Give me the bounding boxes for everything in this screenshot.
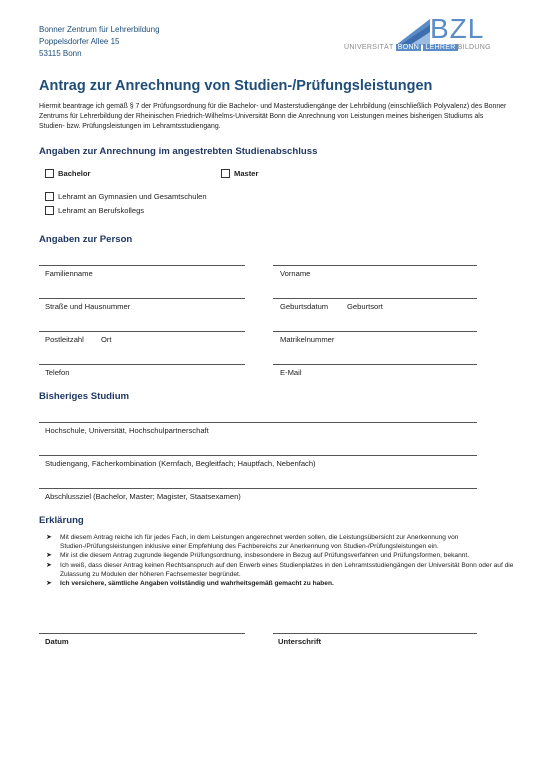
label-email: E-Mail	[280, 368, 302, 377]
label-geburtsdatum: Geburtsdatum	[280, 302, 329, 311]
label-datum: Datum	[45, 637, 69, 646]
label-abschlussziel: Abschlussziel (Bachelor, Master; Magister, Staatsexamen)	[45, 492, 241, 501]
checkbox-master[interactable]	[221, 169, 230, 178]
field-line-unterschrift[interactable]	[273, 633, 477, 634]
declaration-item: ➤ Mir ist die diesem Antrag zugrunde liegende Prüfungsordnung, insbesondere in Bezug auf Prüfungsverfahren und Prüfungsformen, bekannt.	[46, 552, 470, 560]
logo-bonn: BONN	[397, 44, 420, 51]
label-lehramt-berufskollegs: Lehramt an Berufskollegs	[58, 206, 145, 215]
checkbox-lehramt-gymnasien[interactable]	[45, 192, 54, 201]
field-line-plz-ort[interactable]	[39, 331, 245, 332]
field-line-strasse[interactable]	[39, 298, 245, 299]
label-telefon: Telefon	[45, 368, 70, 377]
declaration-item: ➤ Ich versichere, sämtliche Angaben vollständig und wahrheitsgemäß gemacht zu haben.	[46, 580, 334, 588]
label-familienname: Familienname	[45, 269, 93, 278]
field-line-abschlussziel[interactable]	[39, 488, 477, 489]
address-line-2: Poppelsdorfer Allee 15	[39, 37, 120, 46]
label-unterschrift: Unterschrift	[278, 637, 322, 646]
logo-bildung: BILDUNG	[457, 44, 491, 51]
declaration-item: ➤ Ich weiß, dass dieser Antrag keinen Rechtsanspruch auf den Erwerb eines Studienplatzes in den Lehramtsstudiengängen der Universität Bonn oder auf die Zulassung zu Modulen der höheren Fachsemester begründet.	[46, 561, 514, 578]
label-bachelor: Bachelor	[58, 169, 91, 178]
arrow-bullet-icon: ➤	[46, 580, 52, 588]
arrow-bullet-icon: ➤	[46, 561, 52, 569]
label-strasse: Straße und Hausnummer	[45, 302, 131, 311]
heading-degree: Angaben zur Anrechnung im angestrebten Studienabschluss	[39, 146, 318, 157]
page-title: Antrag zur Anrechnung von Studien-/Prüfungsleistungen	[39, 78, 433, 94]
label-vorname: Vorname	[280, 269, 311, 278]
field-line-geburtsdaten[interactable]	[273, 298, 477, 299]
sender-address	[39, 24, 160, 60]
checkbox-bachelor[interactable]	[45, 169, 54, 178]
field-line-telefon[interactable]	[39, 364, 245, 365]
heading-person: Angaben zur Person	[39, 234, 133, 245]
intro-text: Hiermit beantrage ich gemäß § 7 der Prüfungsordnung für die Bachelor- und Masterstudiengänge der Lehrbildung (einschließlich Polyvalenz) des Bonner Zentrums für Lehrerbildung der Rheinischen Friedrich-Wilhelms-Universität Bonn die Anrechnung von Leistungen meines bisherigen Studiums als Studien- bzw. Prüfungsleistungen im Lehramtsstudiengang.	[39, 103, 507, 130]
logo-subtitle	[344, 44, 491, 51]
address-line-1: Bonner Zentrum für Lehrerbildung	[39, 25, 160, 34]
declaration-item: ➤ Mit diesem Antrag reiche ich für jedes Fach, in dem Leistungen angerechnet werden sollen, die Leistungsübersicht zur Anerkennung von Studien-/Prüfungsleistungen inklusive einer Empfehlung des Fachbereichs zur Anerkennung von Studien-/Prüfungsleistungen ein.	[46, 534, 459, 551]
label-studiengang: Studiengang, Fächerkombination (Kernfach, Begleitfach; Hauptfach, Nebenfach)	[45, 459, 316, 468]
label-matrikelnummer: Matrikelnummer	[280, 335, 335, 344]
field-line-familienname[interactable]	[39, 265, 245, 266]
declaration-list	[46, 533, 514, 588]
label-geburtsort: Geburtsort	[347, 302, 383, 311]
label-hochschule: Hochschule, Universität, Hochschulpartnerschaft	[45, 426, 209, 435]
arrow-bullet-icon: ➤	[46, 534, 52, 541]
field-line-studiengang[interactable]	[39, 455, 477, 456]
address-line-3: 53115 Bonn	[39, 49, 82, 58]
checkbox-lehramt-berufskollegs[interactable]	[45, 206, 54, 215]
field-line-hochschule[interactable]	[39, 422, 477, 423]
logo-triangle-icon	[396, 19, 430, 45]
field-line-email[interactable]	[273, 364, 477, 365]
logo-mark: BZL	[430, 13, 485, 44]
logo-lehrer: LEHRER	[425, 44, 456, 51]
field-line-matrikelnummer[interactable]	[273, 331, 477, 332]
arrow-bullet-icon: ➤	[46, 552, 52, 560]
label-master: Master	[234, 169, 259, 178]
heading-study: Bisheriges Studium	[39, 391, 130, 402]
field-line-vorname[interactable]	[273, 265, 477, 266]
label-ort: Ort	[101, 335, 112, 344]
heading-declaration: Erklärung	[39, 515, 84, 526]
field-line-datum[interactable]	[39, 633, 245, 634]
label-postleitzahl: Postleitzahl	[45, 335, 84, 344]
label-lehramt-gymnasien: Lehramt an Gymnasien und Gesamtschulen	[58, 192, 207, 201]
logo-universitaet: UNIVERSITÄT	[344, 44, 394, 51]
bzl-logo	[340, 13, 510, 57]
